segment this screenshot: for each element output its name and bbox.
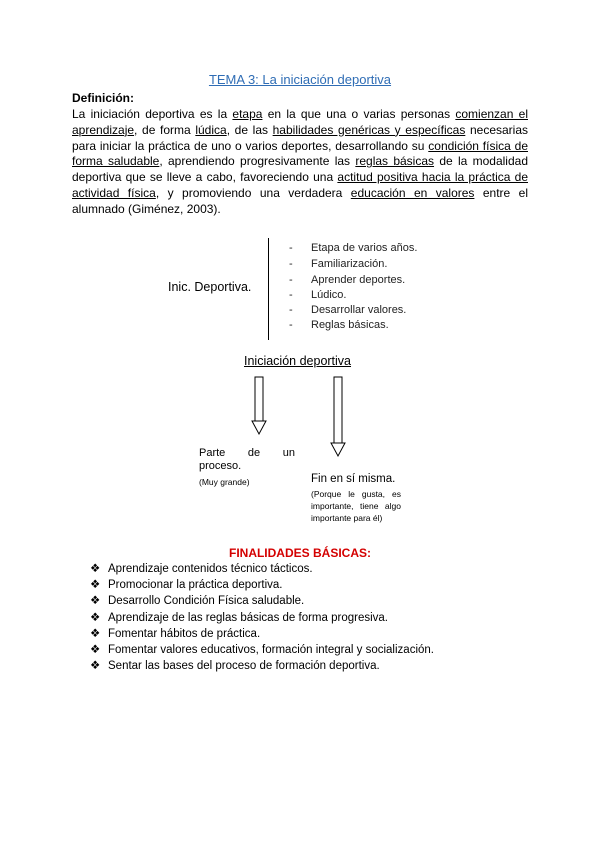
definition-key-term: lúdica <box>195 122 227 137</box>
definition-key-term: comienzan el aprendizaje <box>72 107 528 137</box>
diamond-bullet-icon: ❖ <box>90 611 101 624</box>
diamond-bullet-icon: ❖ <box>90 579 101 592</box>
left-branch-note: (Muy grande) <box>199 477 250 487</box>
definition-text: La iniciación deportiva es la <box>72 107 233 121</box>
list-item: ❖ Sentar las bases del proceso de formación deportiva. <box>90 658 434 674</box>
diagram-list-item: - Lúdico. <box>289 289 347 301</box>
definition-text: , y promoviendo una verdadera <box>155 185 351 200</box>
page-title: TEMA 3: La iniciación deportiva <box>208 72 392 87</box>
diamond-bullet-icon: ❖ <box>90 627 101 640</box>
diagram-list-item: - Reglas básicas. <box>289 319 389 331</box>
list-item: ❖ Promocionar la práctica deportiva. <box>90 577 434 593</box>
diamond-bullet-icon: ❖ <box>90 644 101 657</box>
diagram-divider <box>268 238 269 340</box>
diagram-list-item: - Aprender deportes. <box>289 274 406 286</box>
definition-key-term: etapa <box>232 107 263 121</box>
diagram-subtitle: Iniciación deportiva <box>244 354 352 368</box>
list-item: ❖ Desarrollo Condición Física saludable. <box>90 593 434 609</box>
list-item: ❖ Fomentar valores educativos, formación integral y socialización. <box>90 642 434 658</box>
diamond-bullet-icon: ❖ <box>90 563 101 575</box>
definition-text: , de forma <box>134 122 196 137</box>
definition-key-term: actitud positiva hacia la práctica de actividad física <box>72 170 528 200</box>
definition-text: en la que una o varias personas <box>262 107 456 121</box>
definition-key-term: reglas básicas <box>355 154 435 169</box>
list-item: ❖ Aprendizaje contenidos técnico tácticos. <box>90 561 434 577</box>
list-item: ❖ Fomentar hábitos de práctica. <box>90 626 434 642</box>
definition-text: entre el alumnado (Giménez, 2003). <box>72 185 528 216</box>
diamond-bullet-icon: ❖ <box>90 595 101 608</box>
finalidades-list <box>90 561 434 674</box>
definition-text: , de las <box>226 122 273 137</box>
diagram-list-item: - Desarrollar valores. <box>289 304 407 316</box>
diamond-bullet-icon: ❖ <box>90 660 101 673</box>
arrow-down-right-icon <box>331 377 345 456</box>
definition-key-term: educación en valores <box>350 185 475 200</box>
diagram-list-item: - Familiarización. <box>289 258 388 270</box>
left-branch-text: Parte de un proceso. <box>199 447 295 472</box>
definition-key-term: habilidades genéricas y específicas <box>272 122 466 137</box>
definition-text: , aprendiendo progresivamente las <box>159 154 356 169</box>
diagram-list-item: - Etapa de varios años. <box>289 242 418 254</box>
list-item: ❖ Aprendizaje de las reglas básicas de forma progresiva. <box>90 610 434 626</box>
arrow-down-left-icon <box>252 377 266 434</box>
diagram-label: Inic. Deportiva. <box>168 280 252 294</box>
right-branch-text: Fin en sí misma. <box>311 473 396 485</box>
right-branch-note: (Porque le gusta, es importante, tiene algo importante para él) <box>311 489 401 523</box>
definition-key-term: condición física de forma saludable <box>72 138 528 169</box>
definition-text: de la modalidad deportiva que se lleve a cabo, favoreciendo una <box>72 154 528 185</box>
definition-text: necesarias para iniciar la práctica de uno o varios deportes, desarrollando su <box>72 122 528 153</box>
definition-heading: Definición: <box>72 91 134 105</box>
finalidades-title: FINALIDADES BÁSICAS: <box>228 546 371 560</box>
